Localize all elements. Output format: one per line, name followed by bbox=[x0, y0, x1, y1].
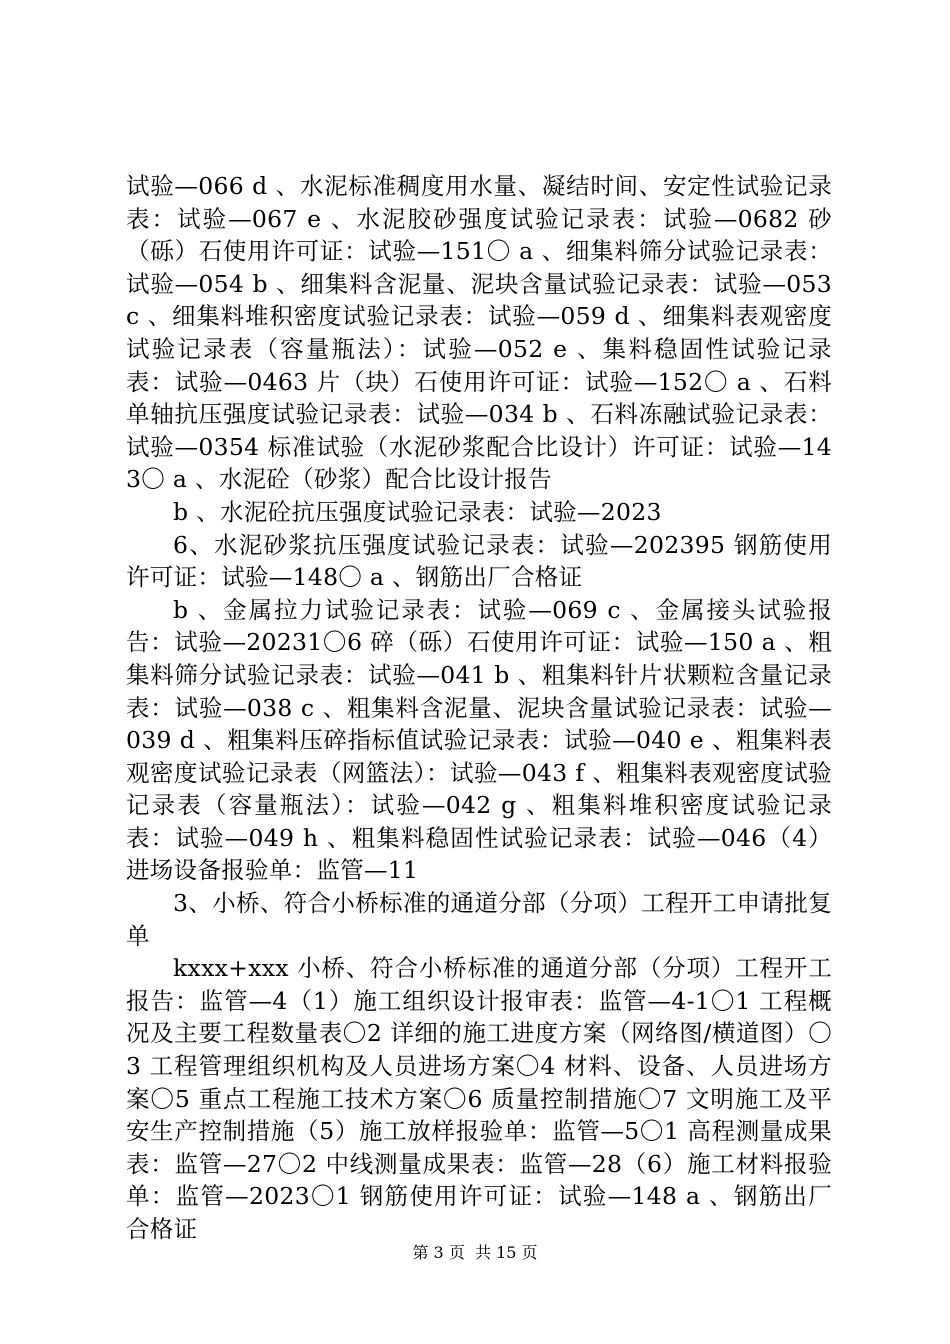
paragraph: 试验—066 d 、水泥标准稠度用水量、凝结时间、安定性试验记录表：试验—067 e 、水泥胶砂强度试验记录表：试验—0682 砂（砾）石使用许可证：试验—151〇 a 、细集料筛分试验记录表：试验—054 b 、细集料含泥量、泥块含量试验记录表：试验—053 c 、细集料堆积密度试验记录表：试验—059 d 、细集料表观密度试验记录表（容量瓶法）：试验—052 e 、集料稳固性试验记录表：试验—0463 片（块）石使用许可证：试验—152〇 a 、石料单轴抗压强度试验记录表：试验—034 b 、石料冻融试验记录表：试验—0354 标准试验（水泥砂浆配合比设计）许可证：试验—143〇 a 、水泥砼（砂浆）配合比设计报告 bbox=[126, 172, 832, 494]
paragraph: 6、水泥砂浆抗压强度试验记录表：试验—202395 钢筋使用许可证：试验—148〇 a 、钢筋出厂合格证 bbox=[126, 530, 832, 592]
document-body bbox=[126, 170, 832, 1246]
paragraph: b 、金属拉力试验记录表：试验—069 c 、金属接头试验报告：试验—20231〇6 碎（砾）石使用许可证：试验—150 a 、粗集料筛分试验记录表：试验—041 b 、粗集料针片状颗粒含量记录表：试验—038 c 、粗集料含泥量、泥块含量试验记录表：试验—039 d 、粗集料压碎指标值试验记录表：试验—040 e 、粗集料表观密度试验记录表（网篮法）：试验—043 f 、粗集料表观密度试验记录表（容量瓶法）：试验—042 g 、粗集料堆积密度试验记录表：试验—049 h 、粗集料稳固性试验记录表：试验—046（4）进场设备报验单：监管—11 bbox=[126, 595, 832, 885]
paragraph: b 、水泥砼抗压强度试验记录表：试验—2023 bbox=[173, 497, 662, 526]
paragraph: kxxx+xxx 小桥、符合小桥标准的通道分部（分项）工程开工报告：监管—4（1）施工组织设计报审表：监管—4-1〇1 工程概况及主要工程数量表〇2 详细的施工进度方案（网络图/横道图）〇3 工程管理组织机构及人员进场方案〇4 材料、设备、人员进场方案〇5 重点工程施工技术方案〇6 质量控制措施〇7 文明施工及平安生产控制措施（5）施工放样报验单：监管—5〇1 高程测量成果表：监管—27〇2 中线测量成果表：监管—28（6）施工材料报验单：监管—2023〇1 钢筋使用许可证：试验—148 a 、钢筋出厂合格证 bbox=[126, 954, 832, 1243]
paragraph: 3、小桥、符合小桥标准的通道分部（分项）工程开工申请批复单 bbox=[126, 889, 832, 950]
page-footer bbox=[0, 1242, 950, 1264]
page-number-label: 第 3 页 共 15 页 bbox=[412, 1243, 538, 1262]
